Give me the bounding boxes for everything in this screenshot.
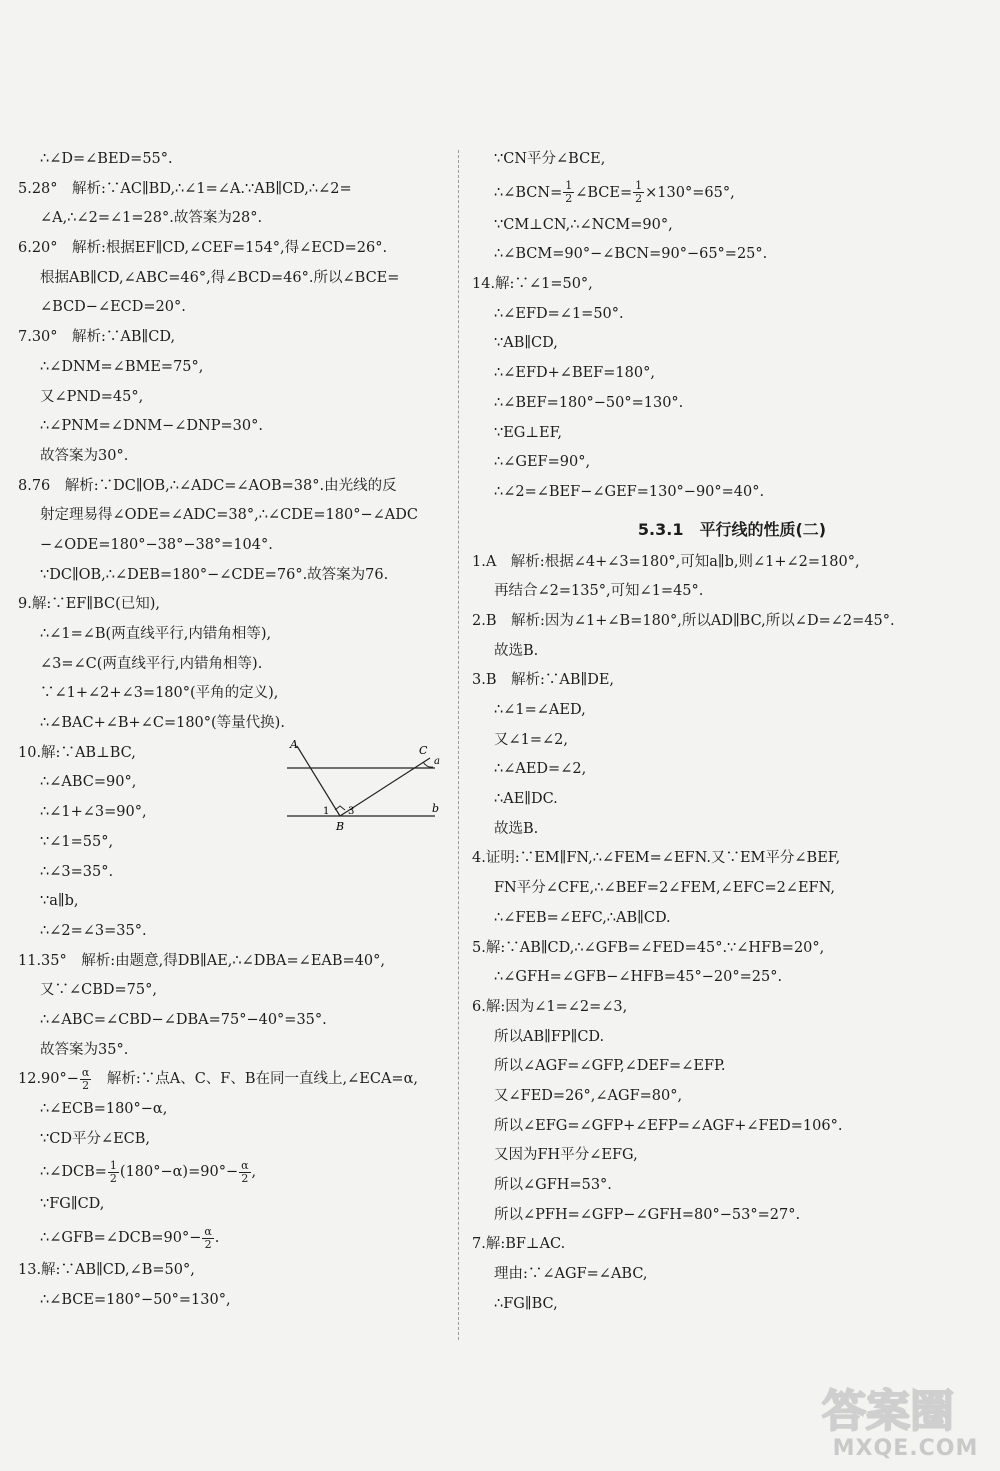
left-column-line: ∠BCD−∠ECD=20°. [40, 299, 186, 316]
section-answer-line: ∴∠GFH=∠GFB−∠HFB=45°−20°=25°. [494, 969, 783, 986]
fraction: $\frac{1}{2}$ [109, 1158, 117, 1185]
left-column-line: ∴∠BAC+∠B+∠C=180°(等量代换). [40, 715, 285, 732]
label-angle-1: 1 [323, 806, 330, 817]
section-answer-line: 理由:∵∠AGF=∠ABC, [494, 1266, 648, 1283]
left-column-line: 7.30° 解析:∵AB∥CD, [18, 329, 176, 346]
right-column-line: 14.解:∵∠1=50°, [472, 276, 593, 293]
left-column-line: 11.35° 解析:由题意,得DB∥AE,∴∠DBA=∠EAB=40°, [18, 952, 385, 969]
section-answer-line: ∴∠AED=∠2, [494, 761, 587, 778]
right-angle-mark [335, 806, 345, 810]
left-column-line: 9.解:∵EF∥BC(已知), [18, 596, 161, 613]
left-column-line: ∠3=∠C(两直线平行,内错角相等). [40, 655, 263, 672]
fraction: $\frac{\alpha}{2}$ [241, 1158, 249, 1185]
answer-12-line-2: ∴∠ECB=180°−α, [40, 1101, 168, 1117]
answer-13-cont-line-2: ∴∠BCN= $\frac{1}{2}$ ∠BCE= $\frac{1}{2}$ ×130°=65°, [494, 179, 735, 206]
left-column-line: 故答案为35°. [40, 1041, 129, 1058]
left-column-line: ∵DC∥OB,∴∠DEB=180°−∠CDE=76°.故答案为76. [40, 566, 389, 583]
left-column-line: ∴∠3=35°. [40, 863, 114, 880]
section-answer-line: 所以∠AGF=∠GFP,∠DEF=∠EFP. [494, 1058, 726, 1075]
left-column-line: 根据AB∥CD,∠ABC=46°,得∠BCD=46°.所以∠BCE= [40, 269, 400, 286]
column-divider [458, 150, 459, 1340]
section-answer-line: ∴AE∥DC. [494, 791, 558, 808]
left-column-line: −∠ODE=180°−38°−38°=104°. [40, 536, 273, 553]
segment-ab [297, 746, 340, 816]
answer-13-line-2: ∴∠BCE=180°−50°=130°, [40, 1291, 231, 1308]
label-A: A [290, 738, 298, 751]
answer-13-cont-line-3: ∵CM⊥CN,∴∠NCM=90°, [494, 216, 673, 233]
section-answer-line: 又∠1=∠2, [494, 731, 569, 748]
section-answer-line: 再结合∠2=135°,可知∠1=45°. [494, 583, 704, 600]
left-column-line: ∴∠ABC=∠CBD−∠DBA=75°−40°=35°. [40, 1011, 327, 1028]
right-column [472, 145, 992, 1319]
left-column-line: 故答案为30°. [40, 447, 129, 464]
left-column-line: 10.解:∵AB⊥BC, [18, 744, 136, 761]
right-column-line: ∵EG⊥EF, [494, 424, 563, 441]
left-column [18, 145, 448, 1315]
right-column-line: ∴∠2=∠BEF−∠GEF=130°−90°=40°. [494, 483, 765, 500]
section-answer-line: 1.A 解析:根据∠4+∠3=180°,可知a∥b,则∠1+∠2=180°, [472, 553, 860, 570]
right-column-line: ∴∠GEF=90°, [494, 454, 591, 471]
section-answer-line: 5.解:∵AB∥CD,∴∠GFB=∠FED=45°.∵∠HFB=20°, [472, 939, 825, 956]
left-column-line: ∴∠DNM=∠BME=75°, [40, 358, 204, 375]
watermark-url: MXQE.COM [832, 1436, 979, 1461]
left-column-line: 又∵∠CBD=75°, [40, 982, 157, 999]
label-C: C [419, 744, 428, 757]
watermark-logo-text: 答案圈 [822, 1386, 954, 1437]
section-answer-line: 所以∠EFG=∠GFP+∠EFP=∠AGF+∠FED=106°. [494, 1117, 843, 1134]
section-answer-line: 又∠FED=26°,∠AGF=80°, [494, 1087, 683, 1104]
left-column-line: ∴∠ABC=90°, [40, 774, 137, 791]
left-column-line: 5.28° 解析:∵AC∥BD,∴∠1=∠A.∵AB∥CD,∴∠2= [18, 180, 352, 197]
fraction: $\frac{1}{2}$ [565, 179, 573, 206]
section-answer-line: ∴FG∥BC, [494, 1295, 558, 1312]
left-column-line: 射定理易得∠ODE=∠ADC=38°,∴∠CDE=180°−∠ADC [40, 507, 418, 524]
left-column-line: ∵a∥b, [40, 893, 79, 910]
watermark-logo [818, 1378, 993, 1438]
answer-12-line-4: ∴∠DCB= $\frac{1}{2}$ (180°−α)=90°− $\frac{\alpha}{2}$ , [40, 1158, 257, 1185]
left-column-line: ∠A,∴∠2=∠1=28°.故答案为28°. [40, 210, 263, 227]
watermark [818, 1378, 993, 1468]
answer-13-cont-line-4: ∴∠BCM=90°−∠BCN=90°−65°=25°. [494, 246, 768, 263]
section-answer-line: FN平分∠CFE,∴∠BEF=2∠FEM,∠EFC=2∠EFN, [494, 880, 835, 897]
label-a: a [434, 756, 440, 767]
answer-12-line-6: ∴∠GFB=∠DCB=90°− $\frac{\alpha}{2}$ . [40, 1224, 220, 1251]
section-answer-line: 又因为FH平分∠EFG, [494, 1147, 638, 1164]
left-column-line: 6.20° 解析:根据EF∥CD,∠CEF=154°,得∠ECD=26°. [18, 240, 388, 257]
right-column-line: ∴∠EFD+∠BEF=180°, [494, 365, 655, 382]
right-column-line: ∴∠BEF=180°−50°=130°. [494, 394, 684, 411]
section-answer-line: 所以AB∥FP∥CD. [494, 1028, 605, 1045]
section-answer-line: 故选B. [494, 820, 539, 837]
answer-13-line-1: 13.解:∵AB∥CD,∠B=50°, [18, 1262, 195, 1279]
section-title: 5.3.1 平行线的性质(二) [637, 519, 827, 539]
fraction: $\frac{\alpha}{2}$ [81, 1065, 90, 1092]
right-column-line: ∵AB∥CD, [494, 335, 558, 352]
section-answer-line: 4.证明:∵EM∥FN,∴∠FEM=∠EFN.又∵EM平分∠BEF, [472, 850, 841, 867]
left-column-line: ∴∠PNM=∠DNM−∠DNP=30°. [40, 418, 263, 435]
label-angle-3: 3 [348, 806, 355, 817]
left-column-line: 又∠PND=45°, [40, 388, 144, 405]
section-answer-line: ∴∠1=∠AED, [494, 702, 586, 718]
fraction: $\frac{\alpha}{2}$ [204, 1224, 212, 1251]
left-column-line: ∵∠1+∠2+∠3=180°(平角的定义), [40, 685, 279, 702]
answer-13-cont-line-1: ∵CN平分∠BCE, [494, 151, 606, 167]
label-B: B [336, 820, 345, 833]
section-answer-line: 6.解:因为∠1=∠2=∠3, [472, 998, 628, 1015]
fraction: $\frac{1}{2}$ [635, 179, 643, 206]
left-column-line: ∴∠1=∠B(两直线平行,内错角相等), [40, 626, 272, 642]
section-answer-line: 7.解:BF⊥AC. [472, 1236, 566, 1253]
section-answer-line: 故选B. [494, 642, 539, 659]
left-column-line: ∴∠1+∠3=90°, [40, 804, 147, 821]
section-answer-line: 3.B 解析:∵AB∥DE, [472, 672, 615, 689]
left-column-line: ∴∠D=∠BED=55°. [40, 151, 173, 167]
section-answer-line: ∴∠FEB=∠EFC,∴AB∥CD. [494, 909, 671, 926]
answer-12-line-1: 12.90°− $\frac{\alpha}{2}$ 解析:∵点A、C、F、B在同一直线上,∠ECA=α, [18, 1065, 418, 1092]
section-answer-line: 2.B 解析:因为∠1+∠B=180°,所以AD∥BC,所以∠D=∠2=45°. [472, 612, 895, 629]
left-column-line: ∴∠2=∠3=35°. [40, 922, 147, 939]
label-b: b [432, 802, 440, 815]
answer-12-line-5: ∵FG∥CD, [40, 1196, 105, 1213]
answer-12-line-3: ∵CD平分∠ECB, [40, 1130, 151, 1147]
parallel-lines-figure [285, 738, 445, 833]
left-column-line: ∵∠1=55°, [40, 833, 114, 850]
section-answer-line: 所以∠PFH=∠GFP−∠GFH=80°−53°=27°. [494, 1206, 801, 1223]
section-answer-line: 所以∠GFH=53°. [494, 1177, 612, 1193]
left-column-line: 8.76 解析:∵DC∥OB,∴∠ADC=∠AOB=38°.由光线的反 [18, 477, 397, 494]
angle-2-arc [423, 762, 433, 767]
right-column-line: ∴∠EFD=∠1=50°. [494, 305, 624, 322]
